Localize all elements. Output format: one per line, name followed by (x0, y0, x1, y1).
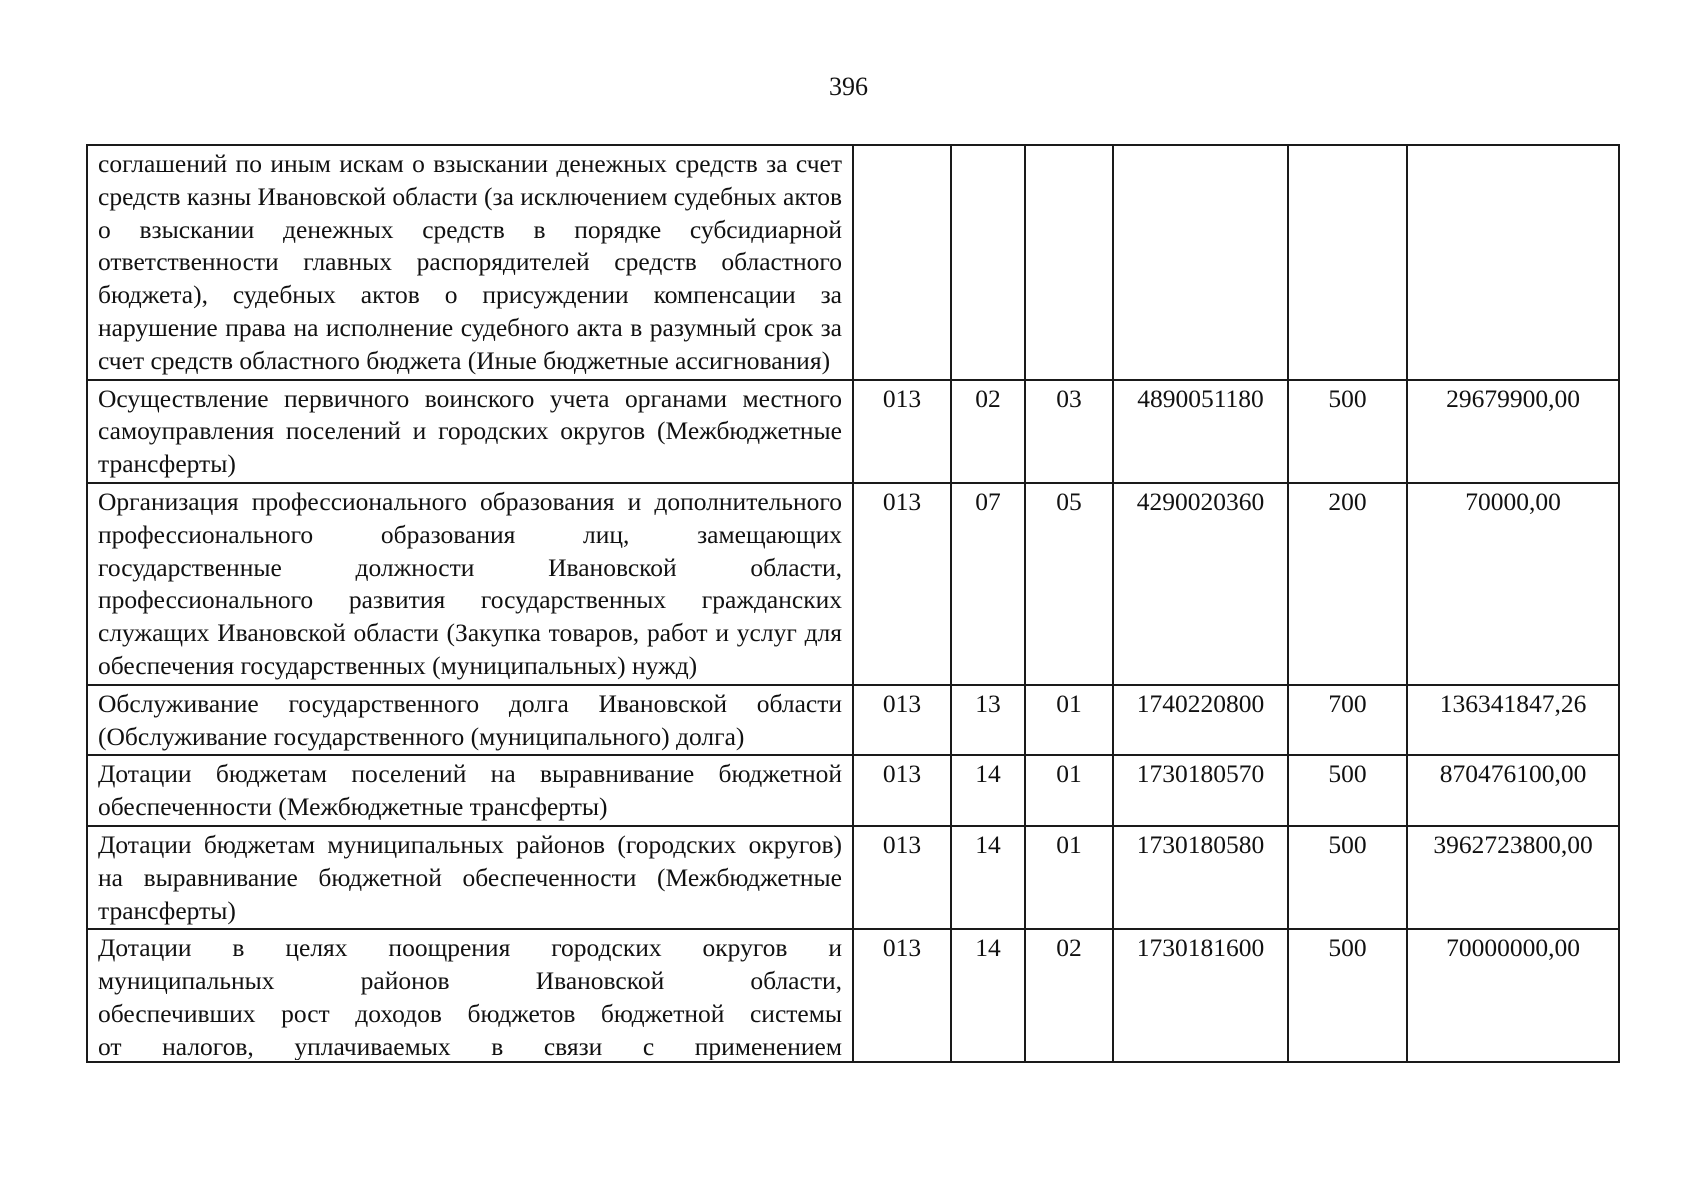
expense-type-cell: 500 (1288, 755, 1407, 826)
row-name-cell: Обслуживание государственного долга Ивановской области (Обслуживание государственного (муниципального) долга) (87, 685, 853, 756)
amount-cell: 870476100,00 (1407, 755, 1619, 826)
section-cell: 14 (951, 929, 1025, 1062)
amount-cell: 70000000,00 (1407, 929, 1619, 1062)
target-article-cell: 4890051180 (1113, 380, 1288, 483)
section-cell (951, 145, 1025, 380)
subsection-cell: 03 (1025, 380, 1113, 483)
expense-type-cell: 200 (1288, 483, 1407, 685)
table-row (87, 145, 1619, 380)
expense-type-cell: 700 (1288, 685, 1407, 756)
table-row (87, 685, 1619, 756)
subsection-cell (1025, 145, 1113, 380)
target-article-cell: 1740220800 (1113, 685, 1288, 756)
amount-cell: 70000,00 (1407, 483, 1619, 685)
ved-code-cell: 013 (853, 685, 951, 756)
row-name-text (98, 932, 842, 1060)
ved-code-cell: 013 (853, 380, 951, 483)
page-number: 396 (829, 72, 868, 101)
ved-code-cell: 013 (853, 483, 951, 685)
section-cell: 14 (951, 826, 1025, 929)
amount-cell (1407, 145, 1619, 380)
subsection-cell: 01 (1025, 755, 1113, 826)
expense-type-cell: 500 (1288, 380, 1407, 483)
row-name-cell: Дотации бюджетам поселений на выравнивание бюджетной обеспеченности (Межбюджетные трансферты) (87, 755, 853, 826)
row-name-cell: Организация профессионального образования и дополнительного профессионального образования лиц, замещающих государственные должности Ивановской области, профессионального развития государственных гражданских служащих Ивановской области (Закупка товаров, работ и услуг для обеспечения государственных (муниципальных) нужд) (87, 483, 853, 685)
expense-type-cell: 500 (1288, 929, 1407, 1062)
row-name-line: обеспечивших рост доходов бюджетов бюджетной системы (98, 998, 842, 1028)
ved-code-cell (853, 145, 951, 380)
table-row (87, 483, 1619, 685)
row-name-line: от налогов, уплачиваемых в связи с применением (98, 1031, 842, 1061)
target-article-cell: 1730181600 (1113, 929, 1288, 1062)
row-name-cell (87, 929, 853, 1062)
subsection-cell: 02 (1025, 929, 1113, 1062)
budget-table (86, 144, 1620, 1063)
ved-code-cell: 013 (853, 826, 951, 929)
row-name-line: муниципальных районов Ивановской области, (98, 966, 842, 996)
amount-cell: 3962723800,00 (1407, 826, 1619, 929)
row-name-line: Дотации в целях поощрения городских округов и (98, 933, 842, 963)
target-article-cell (1113, 145, 1288, 380)
target-article-cell: 4290020360 (1113, 483, 1288, 685)
target-article-cell: 1730180570 (1113, 755, 1288, 826)
row-name-cell: соглашений по иным искам о взыскании денежных средств за счет средств казны Ивановской области (за исключением судебных актов о взыскании денежных средств в порядке субсидиарной ответственности главных распорядителей средств областного бюджета), судебных актов о присуждении компенсации за нарушение права на исполнение судебного акта в разумный срок за счет средств областного бюджета (Иные бюджетные ассигнования) (87, 145, 853, 380)
ved-code-cell: 013 (853, 929, 951, 1062)
target-article-cell: 1730180580 (1113, 826, 1288, 929)
amount-cell: 136341847,26 (1407, 685, 1619, 756)
subsection-cell: 01 (1025, 685, 1113, 756)
expense-type-cell (1288, 145, 1407, 380)
row-name-cell: Дотации бюджетам муниципальных районов (городских округов) на выравнивание бюджетной обеспеченности (Межбюджетные трансферты) (87, 826, 853, 929)
table-row (87, 755, 1619, 826)
subsection-cell: 01 (1025, 826, 1113, 929)
section-cell: 14 (951, 755, 1025, 826)
section-cell: 07 (951, 483, 1025, 685)
row-name-cell: Осуществление первичного воинского учета органами местного самоуправления поселений и городских округов (Межбюджетные трансферты) (87, 380, 853, 483)
subsection-cell: 05 (1025, 483, 1113, 685)
expense-type-cell: 500 (1288, 826, 1407, 929)
section-cell: 02 (951, 380, 1025, 483)
table-row (87, 380, 1619, 483)
section-cell: 13 (951, 685, 1025, 756)
table-row (87, 826, 1619, 929)
table-row (87, 929, 1619, 1062)
amount-cell: 29679900,00 (1407, 380, 1619, 483)
ved-code-cell: 013 (853, 755, 951, 826)
